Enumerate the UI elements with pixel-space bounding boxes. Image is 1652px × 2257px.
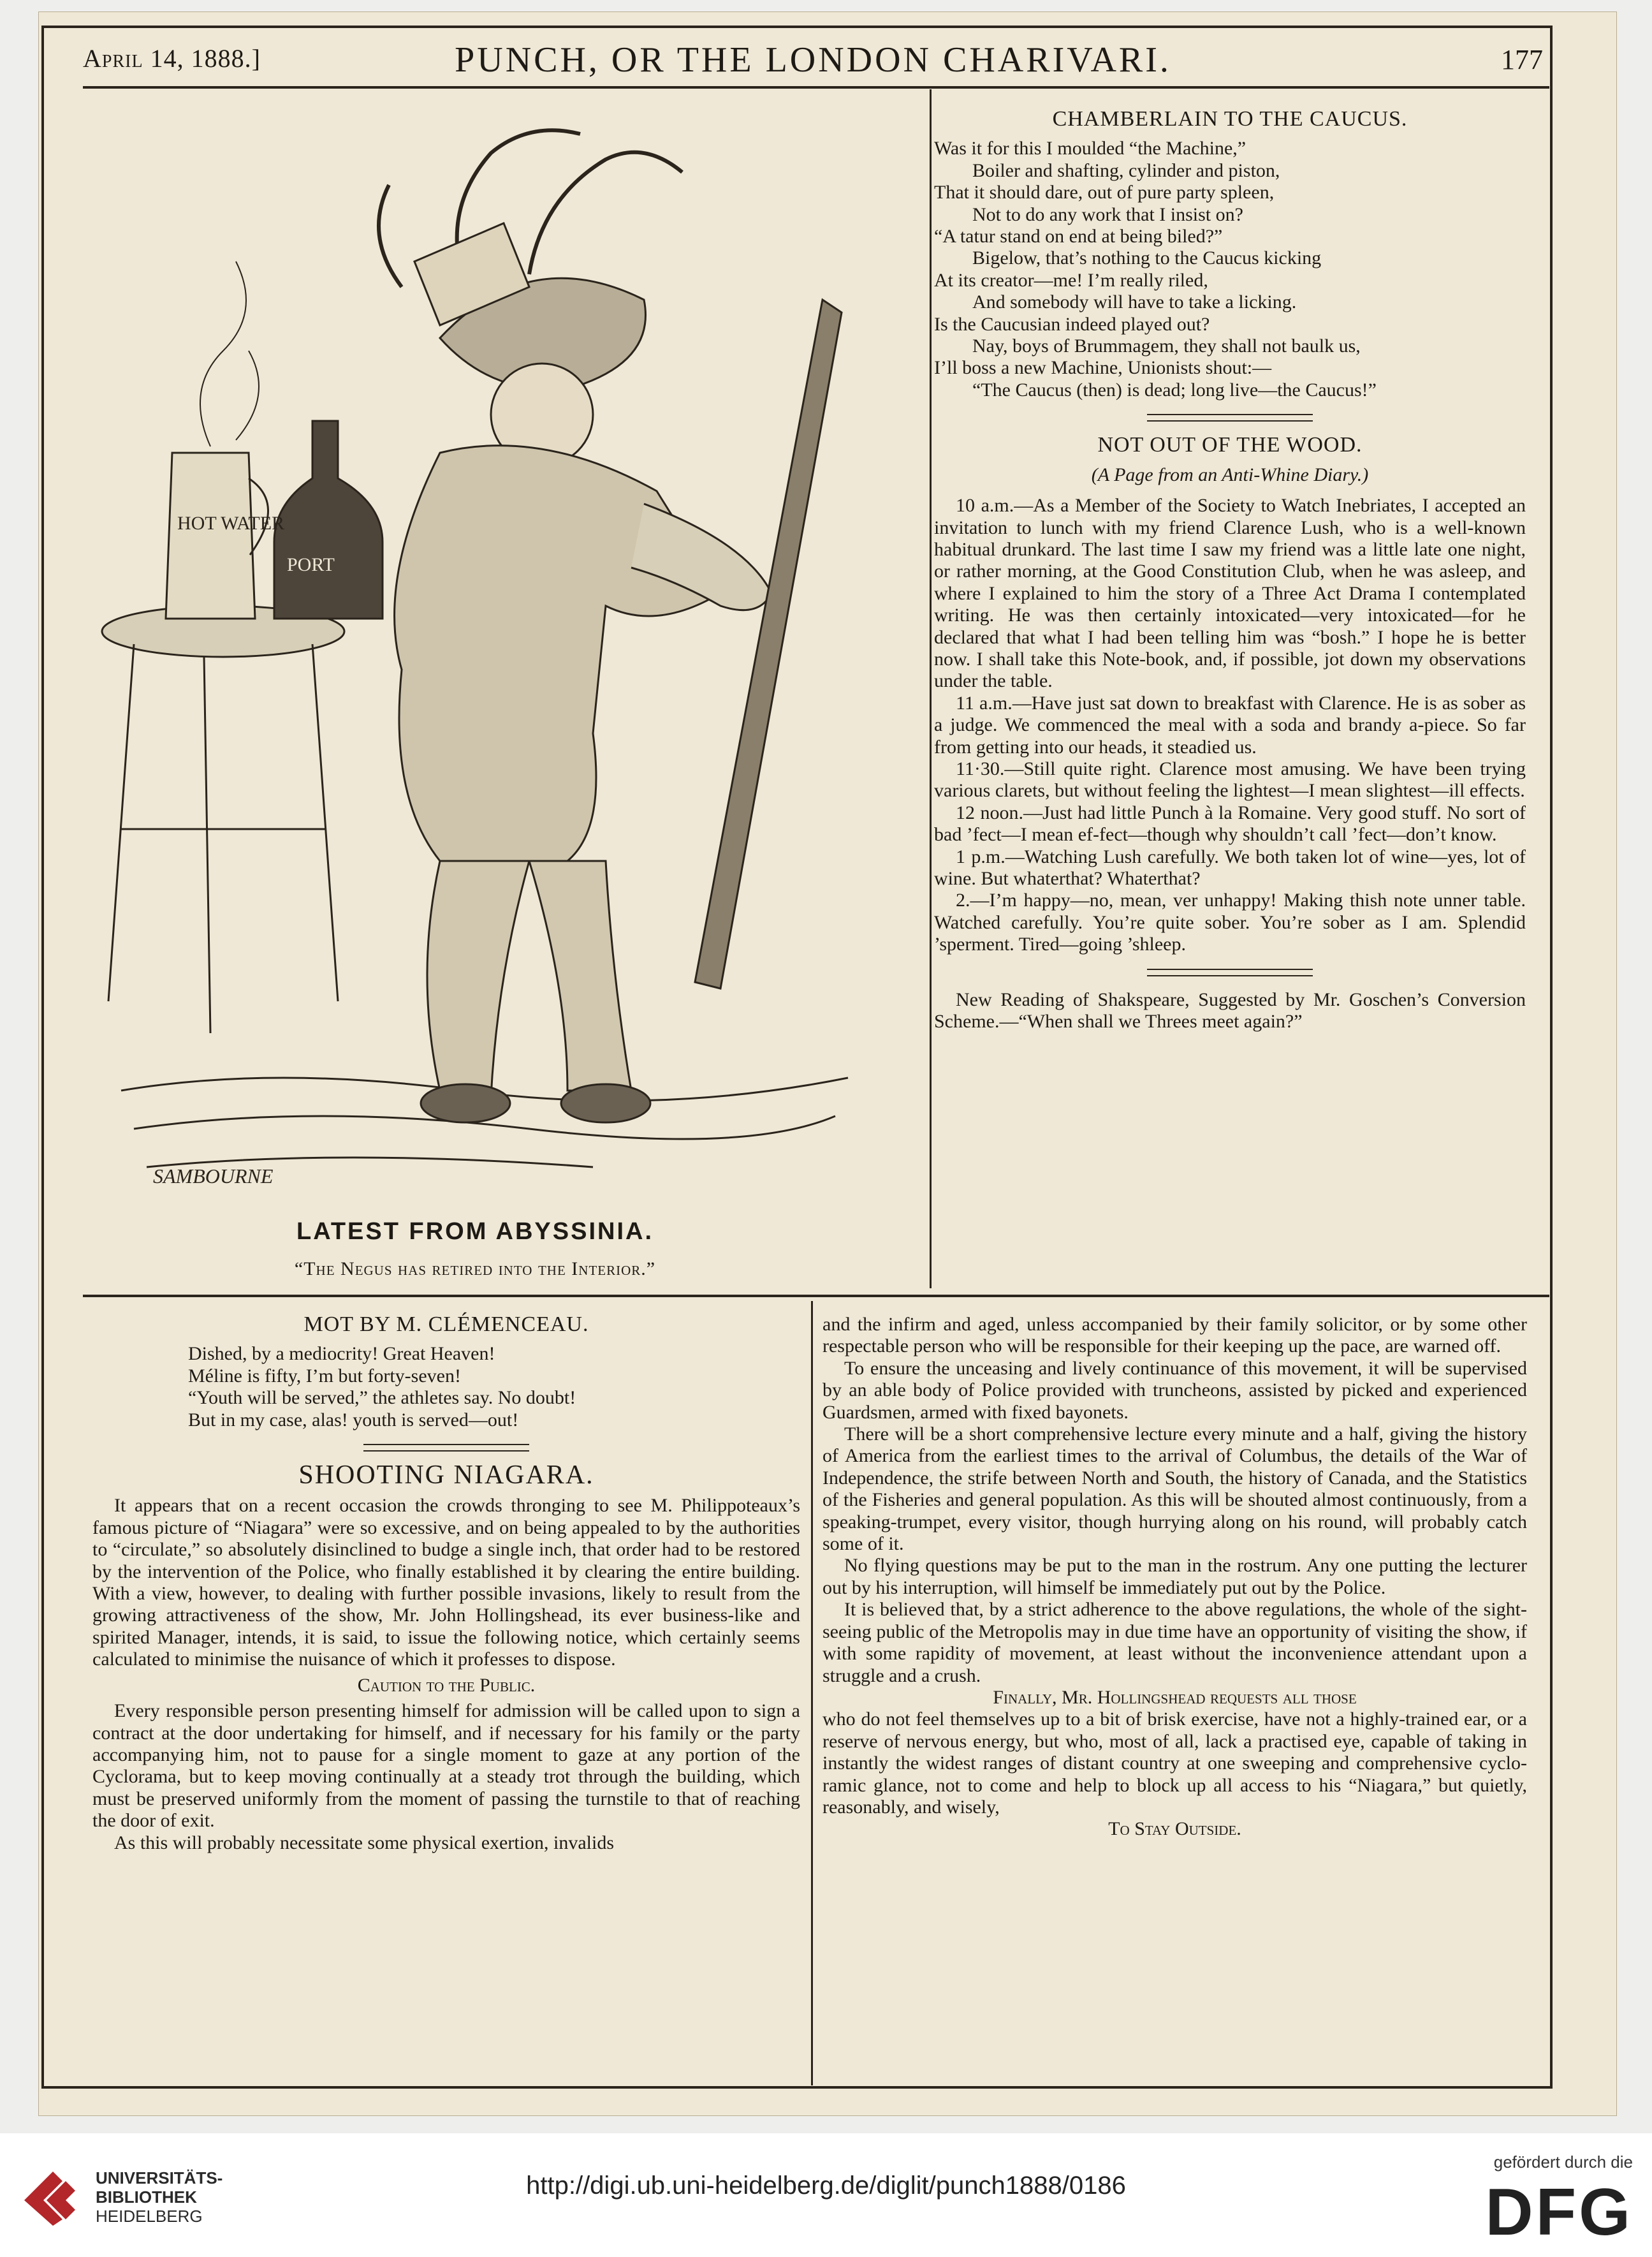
poem-line: Méline is fifty, I’m but forty-seven! — [188, 1365, 461, 1386]
caution-heading: Caution to the Public. — [357, 1674, 536, 1696]
dfg-logo: DFG — [1485, 2175, 1633, 2249]
diary-entry: 2.—I’m happy—no, mean, ver unhappy! Making thish note unner table. Watched carefully. You’re quite sober. You’re sober as I am. Splendid ’sperment. Tired—going ’shleep. — [934, 890, 1526, 955]
abyssinia-cartoon — [83, 96, 867, 1212]
mot-title: MOT BY M. CLÉMENCEAU. — [303, 1312, 589, 1336]
diary-entry: 11 a.m.—Have just sat down to breakfast with Clarence. He is as sober as a judge. We commenced the meal with a soda and brandy a-piece. So far from getting into our heads, it steadied us. — [934, 692, 1526, 758]
poem-line: Boiler and shafting, cylinder and piston, — [972, 159, 1280, 181]
niagara-title: SHOOTING NIAGARA. — [298, 1460, 594, 1490]
poem-line: Was it for this I moulded “the Machine,” — [934, 138, 1246, 159]
poem-line: I’ll boss a new Machine, Unionists shout:— — [934, 357, 1272, 379]
jug-label: HOT WATER — [177, 513, 285, 534]
page-header — [83, 38, 1543, 84]
new-reading-note: New Reading of Shakspeare, Suggested by Mr. Goschen’s Conversion Scheme.—“When shall we Threes meet again?” — [934, 989, 1526, 1033]
section-divider — [363, 1444, 529, 1452]
diary-entry: 11·30.—Still quite right. Clarence most amusing. We have been trying various clarets, but without feeling the lightest—I mean slightest—ill effects. — [934, 758, 1526, 802]
funded-by-label: gefördert durch die — [1493, 2152, 1633, 2172]
diary-entry: 12 noon.—Just had little Punch à la Romaine. Very good stuff. No sort of bad ’fect—I mean ef-fect—though why shouldn’t call ’fect—don’t know. — [934, 802, 1526, 846]
poem-line: Not to do any work that I insist on? — [972, 203, 1243, 225]
article-paragraph: and the infirm and aged, unless accompanied by their family solicitor, or by some other respectable person who will be responsible for their keeping up the pace, are warned off. — [822, 1314, 1527, 1357]
section-divider — [1147, 414, 1313, 422]
mot-poem — [92, 1343, 800, 1431]
mid-rule — [83, 1295, 1549, 1297]
column-divider-top — [930, 89, 932, 1288]
article-paragraph: who do not feel themselves up to a bit of brisk exercise, have not a highly-trained ear, or a reserve of nervous energy, but who, most of all, lack a practised eye, capable of taking in instantly the widest ranges of distant country at one sweeping and comprehensive cyclo-ramic glance, not to come and help to block up all access to his “Niagara,” but quietly, reasonably, and wisely, — [822, 1709, 1527, 1818]
viewer-footer — [0, 2133, 1652, 2257]
wood-title: NOT OUT OF THE WOOD. — [1097, 433, 1363, 457]
poem-line: “A tatur stand on end at being biled?” — [934, 226, 1223, 247]
poem-line: That it should dare, out of pure party spleen, — [934, 182, 1275, 203]
permalink-url[interactable]: http://digi.ub.uni-heidelberg.de/diglit/punch1888/0186 — [526, 2172, 1126, 2200]
poem-line: Bigelow, that’s nothing to the Caucus kicking — [972, 247, 1322, 269]
diary-entry: 1 p.m.—Watching Lush carefully. We both taken lot of wine—yes, lot of wine. But whaterthat? Whaterthat? — [934, 846, 1526, 889]
column-divider-bottom — [811, 1301, 813, 2085]
page-number: 177 — [1501, 44, 1543, 75]
artist-signature: SAMBOURNE — [153, 1165, 274, 1187]
poem-line: Is the Caucusian indeed played out? — [934, 313, 1210, 335]
bottle-label: PORT — [287, 554, 335, 575]
article-paragraph: There will be a short comprehensive lecture every minute and a half, giving the history of America from the earliest times to the arrival of Columbus, the details of the War of Independence, the strife between North and South, the history of Canada, and the Statistics of the Fisheries and general population. As this will be shouted almost continuously, from a speaking-trumpet, every visitor, though hurrying along on his round, will probably catch some of it. — [822, 1423, 1527, 1555]
poem-line: And somebody will have to take a licking. — [972, 291, 1297, 313]
masthead: PUNCH, OR THE LONDON CHARIVARI. — [455, 40, 1171, 80]
wood-subtitle: (A Page from an Anti-Whine Diary.) — [1091, 464, 1369, 485]
cartoon-caption — [83, 1218, 867, 1280]
poem-line: But in my case, alas! youth is served—out! — [188, 1409, 519, 1430]
closing-line: To Stay Outside. — [1108, 1818, 1241, 1840]
cartoon-illustration — [83, 96, 867, 1212]
issue-date: April 14, 1888.] — [83, 44, 261, 73]
header-rule — [83, 86, 1549, 89]
chamberlain-title: CHAMBERLAIN TO THE CAUCUS. — [1052, 107, 1408, 131]
poem-line: At its creator—me! I’m really riled, — [934, 269, 1208, 291]
article-paragraph: No flying questions may be put to the man in the rostrum. Any one putting the lecturer out by his interruption, will himself be immediately put out by the Police. — [822, 1555, 1527, 1598]
poem-line: Nay, boys of Brummagem, they shall not baulk us, — [972, 335, 1361, 357]
poem-line: “The Caucus (then) is dead; long live—the Caucus!” — [972, 379, 1377, 401]
article-paragraph: It is believed that, by a strict adherence to the above regulations, the whole of the sight-seeing public of the Metropolis may in due time have an opportunity of visiting the show, if with some rapidity of movement, at least without the inconvenience attendant upon a struggle and a crush. — [822, 1599, 1527, 1686]
poem-line: Dished, by a mediocrity! Great Heaven! — [188, 1343, 495, 1365]
bottom-right-column — [822, 1314, 1527, 1841]
right-column-top — [934, 108, 1526, 1033]
library-name: UNIVERSITÄTS- BIBLIOTHEK HEIDELBERG — [96, 2168, 223, 2226]
cartoon-title: LATEST FROM ABYSSINIA. — [296, 1218, 654, 1245]
section-divider — [1147, 969, 1313, 976]
diary-entry: 10 a.m.—As a Member of the Society to Watch Inebriates, I accepted an invitation to lunch with my friend Clarence Lush, who is a well-known habitual drunkard. The last time I saw my friend was a little late one night, or rather morning, at the Good Constitution Club, when he was asleep, and where I explained to him the story of a Three Act Drama I contemplated writing. He was then certainly intoxicated—very intoxicated—for he declared that what I had been telling him was “bosh.” I hope he is better now. I shall take this Note-book, and, if possible, jot down my observations under the table. — [934, 495, 1526, 692]
article-paragraph: It appears that on a recent occasion the crowds thronging to see M. Philippoteaux’s famous picture of “Niagara” were so excessive, and on being appealed to by the authorities to “circulate,” so absolutely disinclined to budge a single inch, that order had to be restored by the intervention of the Police, who finally established it by clearing the entire building. With a view, however, to dealing with further possible invasions, likely to result from the growing attractiveness of the show, Mr. John Hollingshead, its ever business-like and spirited Manager, intends, it is said, to issue the following notice, which certainly seems calculated to minimise the nuisance of which it professes to dispose. — [92, 1495, 800, 1670]
chamberlain-poem — [934, 138, 1526, 401]
poem-line: “Youth will be served,” the athletes say. No doubt! — [188, 1387, 576, 1409]
finally-heading: Finally, Mr. Hollingshead requests all those — [993, 1686, 1357, 1708]
bottom-left-column — [92, 1314, 800, 1854]
article-paragraph: To ensure the unceasing and lively continuance of this movement, it will be supervised by an able body of Police provided with truncheons, assisted by picked and experienced Guardsmen, armed with fixed bayonets. — [822, 1357, 1527, 1423]
article-paragraph: As this will probably necessitate some physical exertion, invalids — [114, 1832, 615, 1853]
article-paragraph: Every responsible person presenting himself for admission will be called upon to sign a contract at the door undertaking for himself, and if necessary for his family or the party accompanying him, not to pause for a single moment to gaze at any portion of the Cyclorama, but to keep moving continually at a steady trot through the building, which must be preserved uniformly from the moment of passing the turnstile to that of reaching the door of exit. — [92, 1700, 800, 1832]
cartoon-subtitle: “The Negus has retired into the Interior.” — [294, 1258, 656, 1279]
